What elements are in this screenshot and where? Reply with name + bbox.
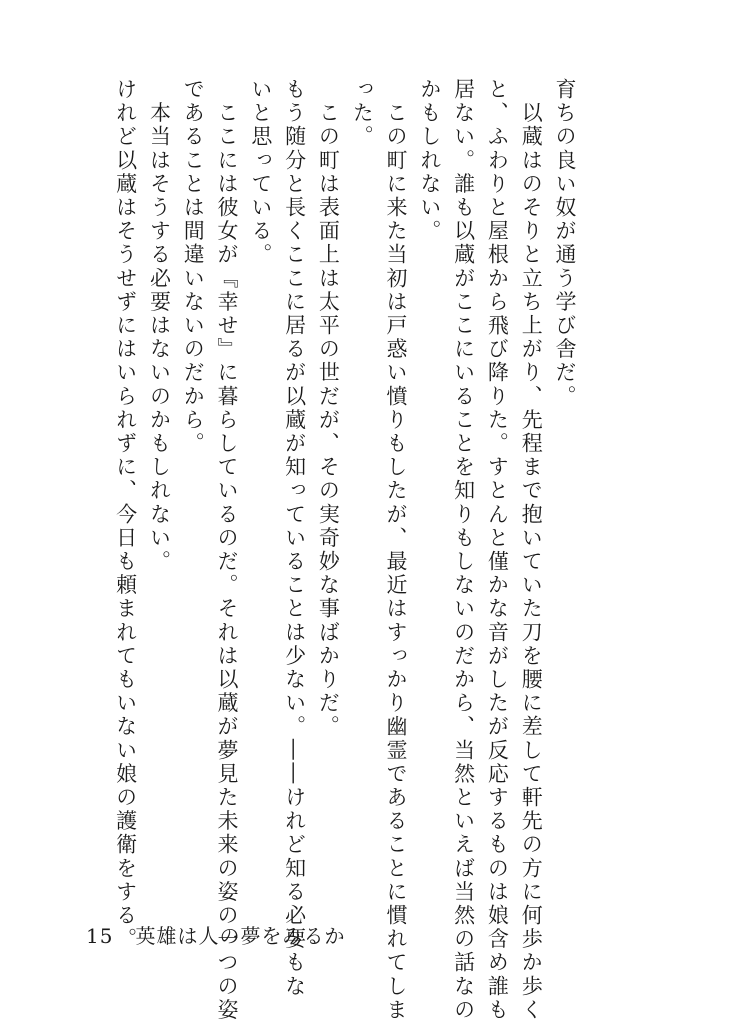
page-footer	[86, 920, 345, 949]
text-line: 育ちの良い奴が通う学び舎だ。	[553, 78, 577, 409]
text-line: もう随分と長くここに居るが以蔵が知っていることは少ない。――けれど知る必要もな	[282, 78, 307, 999]
text-line: この町に来た当初は戸惑い憤りもしたが、最近はすっかり幽霊であることに慣れてしま	[384, 78, 409, 1022]
running-title: 英雄は人の夢をみるか	[135, 924, 346, 948]
text-line: 以蔵はのそりと立ち上がり、先程まで抱いていた刀を腰に差して軒先の方に何歩か歩く	[519, 78, 544, 1022]
text-line: けれど以蔵はそうせずにはいられずに、今日も頼まれてもいない娘の護衛をする。	[113, 78, 138, 952]
text-line: であることは間違いないのだから。	[181, 78, 206, 456]
text-line: いと思っている。	[248, 78, 273, 267]
text-line: かもしれない。	[417, 78, 442, 244]
text-line: った。	[350, 78, 375, 149]
text-line: ここには彼女が『幸せ』に暮らしているのだ。それは以蔵が夢見た未来の姿の一つの姿	[215, 78, 240, 1022]
page-number: 15	[86, 924, 114, 948]
text-line: 居ない。誰も以蔵がここにいることを知りもしないのだから、当然といえば当然の話なの	[451, 78, 476, 1022]
text-line: この町は表面上は太平の世だが、その実奇妙な事ばかりだ。	[316, 78, 341, 739]
text-line: 本当はそうする必要はないのかもしれない。	[147, 78, 172, 574]
text-line: と、ふわりと屋根から飛び降りた。すとんと僅かな音がしたが反応するものは娘含め誰も	[485, 78, 510, 1022]
